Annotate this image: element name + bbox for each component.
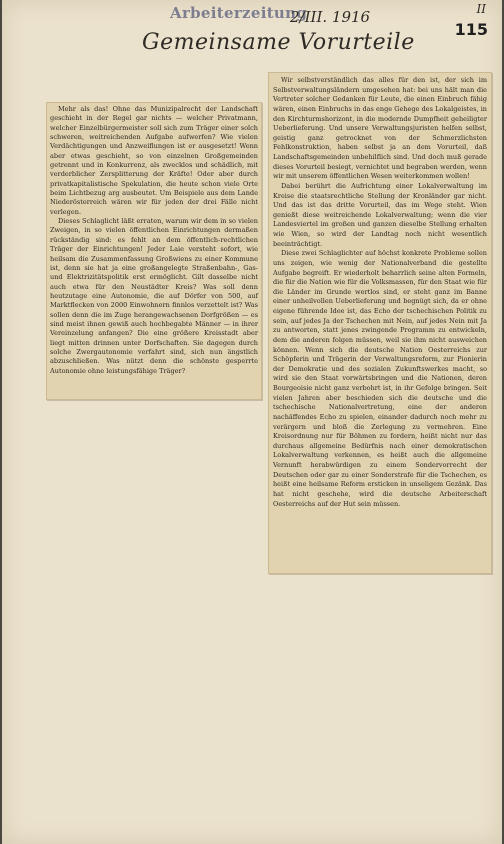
volume-mark: II [476,2,486,16]
handwritten-date: 2/III. 1916 [290,8,371,26]
left-paragraph-2: Dieses Schlaglicht läßt erraten, warum wir dem in so vielen Zweigen, in so vielen öffentlichen Einrichtungen dermaßen rückständig sind: es fehlt an dem öffentlich-rechtlichen Träger der Einrichtungen! Jeder Laie versteht sofort, wie heilsam die Zusammenfassung Großwiens zu einer Kommune ist, denn sie hat ja eine großangelegte Straßenbahn-, Gas- und Elektrizitätspolitik erst ermöglicht. Gilt dasselbe nicht auch etwa für den Neustädter Kreis? Was soll denn heutzutage eine Autonomie, die auf Dörfer von 500, auf Marktflecken von 2000 Einwohnern finnlos verzettelt ist? Was sollen denn die im Zuge herangewachsenen Dorfgrößen — es sind meist ihnen gewiß auch hochbegabte Männer — in ihrer Vereinzelung anfangen? Die eine größere Kreisstadt aber liegt mitten drinnen unter Dorfschaften. Sie dagegen durch solche Zwergautonomie verfahrt sind, sich nun ängstlich abzuschließen. Was nützt denn die schönste gesperrte Autonomie ohne leistungsfähige Träger? [50,217,258,375]
right-paragraph-3: Diese zwei Schlaglichter auf höchst konkrete Probleme sollen uns zeigen, wie wenig der Nationalverband die gestellte Aufgabe begreift. Er wiederholt beharrlich seine alten Formeln, die für die Nation wie für die Volksmassen, für den Staat wie für die Länder im Grunde wertlos sind, er steht ganz im Banne einer unheilvollen Ueberlieferung und begnügt sich, da er ohne eigene führende Idee ist, das Echo der tschechischen Politik zu sein, auf jedes Ja der Tschechen mit Nein, auf jedes Nein mit Ja zu antworten, statt jenes zwingende Programm zu entwickeln, dem die anderen folgen müssen, weil sie ihm nicht ausweichen können. Wenn sich die deutsche Nation Oesterreichs zur Schöpferin und Trägerin der Verwaltungsreform, zur Pionierin der Demokratie und des sozialen Zukunftswerkes macht, so wird sie den Staat vorwärtsbringen und die Nationen, deren Bourgeoisie nicht ganz verbohrt ist, in ihr Gefolge bringen. Seit vielen Jahren aber beschieden sich die deutsche und die tschechische Nationalvertretung, eine der anderen nachäffendes Echo zu spielen, einander dadurch noch mehr zu verärgern und bloß die Zerlegung zu vermehren. Eine Kreisordnung nur für Böhmen zu fordern, heißt nicht nur das durchaus allgemeine Bedürfnis nach einer demokratischen Lokalverwaltung verkennen, es heißt auch die allgemeine Vernunft herabwürdigen zu einem Sondervorrecht der Deutschen oder gar zu einer Sonderstrafe für die Tschechen, es heißt eine heilsame Reform ersticken in unseligem Gezänk. Das hat nicht geschehe, wird die deutsche Arbeiterschaft Oesterreichs auf der Hut sein müssen. [273,249,487,508]
right-clipping [268,72,492,574]
page-number: 115 [454,20,488,39]
handwritten-title: Gemeinsame Vorurteile [142,30,415,55]
left-paragraph-1: Mehr als das! Ohne das Munizipalrecht der Landschaft geschieht in der Regel gar nichts — welcher Privatmann, welcher Einzelbürgermeister soll sich zum Träger einer solch schweren, weitreichenden Aufgabe aufwerfen? Wie vielen Verdächtigungen und Anzweiflungen ist er ausgesetzt! Wenn aber etwas geschieht, so von einzelnen Großgemeinden getrennt und in Konkurrenz, als zwecklos und schädlich, mit verderblicher Zersplitterung der Kräfte! Oder aber durch privatkapitalistische Spekulation, die heute schon viele Orte beim Lichtbezug arg ausbeutet. Um Beispiele aus dem Lande Niederösterreich wären wir für jeden der drei Fälle nicht verlegen. [50,105,258,216]
archive-page [2,0,502,844]
left-clipping [46,102,262,400]
right-paragraph-1: Wir selbstverständlich das alles für den ist, der sich im Selbstverwaltungsländern umgesehen hat: bei uns hält man die Vertreter solcher Gedanken für Leute, die einen Einbruch fähig wären, einen Einbruchs in das enge Gehege des Lokalgeistes, in den Kirchturmshorizont, in die modernde Dumpfheit geheiligter Ueberlieferung. Und unsere Verwaltungsjuristen helfen selbst, geistig ganz getrocknet von der Schmerzlichsten Fehlkonstruktion, haben selbst ja an dem Vorurteil, daß Landschaftsgemeinden unbehilflich sind. Und doch muß gerade dieses Vorurteil besiegt, vernichtet und begraben werden, wenn wir mit unserem öffentlichen Wesen weiterkommen wollen! [273,76,487,181]
right-paragraph-2: Dabei berührt die Aufrichtung einer Lokalverwaltung im Kreise die staatsrechtliche Stellung der Kronländer gar nicht. Und das ist das dritte Vorurteil, das im Wege steht. Wien genießt diese weitreichende Lokalverwaltung; wenn die vier Landesviertel im großen und ganzen dieselbe Stellung erhalten wie Wien, so wird der Landtag noch nicht wesentlich beeinträchtigt. [273,181,487,248]
newspaper-stamp: Arbeiterzeitung [170,4,308,22]
